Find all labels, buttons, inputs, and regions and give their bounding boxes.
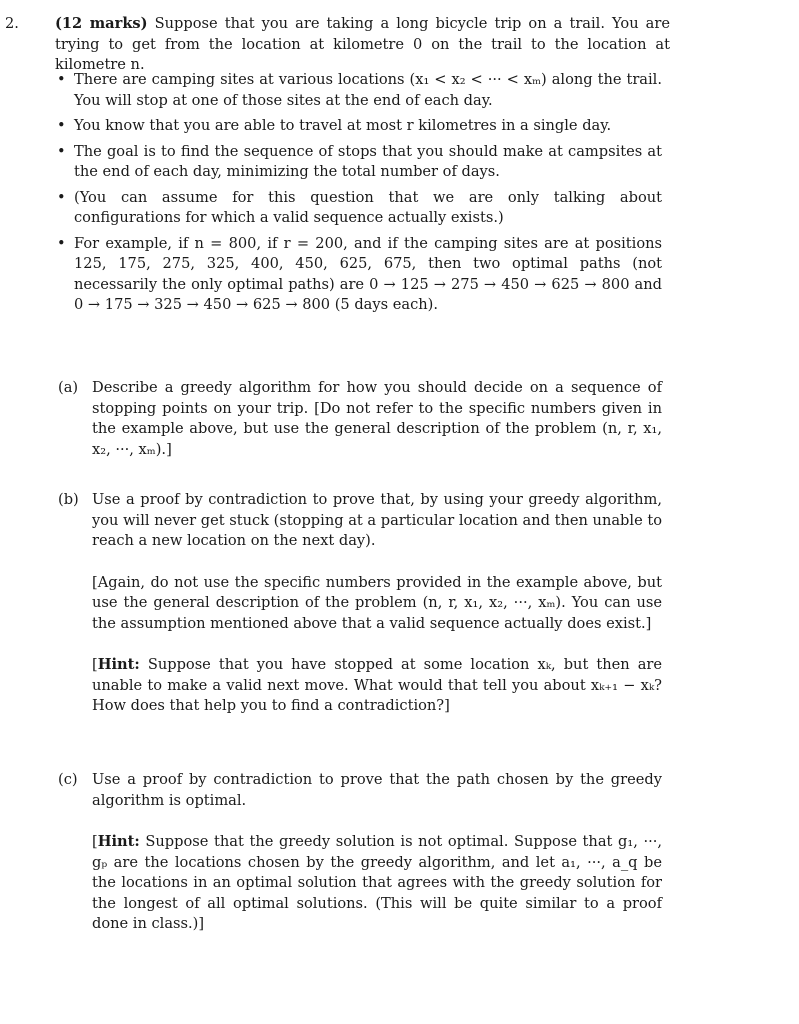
- part-b-label: (b): [58, 491, 79, 508]
- bullet-icon: •: [57, 188, 66, 206]
- bullet-item: [57, 70, 662, 111]
- question-header: [5, 14, 671, 76]
- bullet-item: [57, 188, 662, 229]
- part-b-hint-label: Hint:: [97, 656, 140, 673]
- question-intro-text: Suppose that you are taking a long bicycle trip on a trail. You are trying to get from the location at kilometre 0 on the trail to the location at kilometre n.: [55, 15, 671, 73]
- part-c-hint: [Hint: Suppose that the greedy solution is not optimal. Suppose that g₁, ···, gₚ are the locations chosen by the greedy algorithm, and let a₁, ···, a_q be the locations in an optimal solution that agrees with the greedy solution for the longest of all optimal solutions. (This will be quite similar to a proof done in class.)]: [92, 833, 662, 932]
- part-a: [58, 378, 662, 460]
- bullet-icon: •: [57, 142, 66, 160]
- part-c-hint-text: Suppose that the greedy solution is not optimal. Suppose that g₁, ···, gₚ are the locations chosen by the greedy algorithm, and let a₁, ···, a_q be the locations in an optimal solution that agrees with the greedy solution for the longest of all optimal solutions. (This will be quite similar to a proof done in class.)]: [92, 833, 662, 932]
- bullet-icon: •: [57, 71, 66, 88]
- bullet-text: There are camping sites at various locations (x₁ < x₂ < ··· < xₘ) along the trail. You will stop at one of those sites at the end of each day.: [74, 71, 662, 109]
- part-c-label: (c): [58, 771, 78, 788]
- bullet-text: For example, if n = 800, if r = 200, and if the camping sites are at positions 125, 175, 275, 325, 400, 450, 625, 675, then two optimal paths (not necessarily the only optimal paths) are 0 → 125 → 275 → 450 → 625 → 800 and 0 → 175 → 325 → 450 → 625 → 800 (5 days each).: [74, 234, 662, 313]
- bullet-text: The goal is to find the sequence of stops that you should make at campsites at the end of each day, minimizing the total number of days.: [74, 142, 662, 180]
- question-intro: [5, 14, 671, 76]
- part-a-text: Describe a greedy algorithm for how you should decide on a sequence of stopping points on your trip. [Do not refer to the specific numbers given in the example above, but use the general description of the problem (n, r, x₁, x₂, ···, xₘ).]: [92, 379, 662, 458]
- bullet-text: (You can assume for this question that we are only talking about configurations for which a valid sequence actually exists.): [74, 188, 662, 226]
- bullet-icon: •: [57, 234, 66, 252]
- part-b-hint: [Hint: Suppose that you have stopped at some location xₖ, but then are unable to make a valid next move. What would that tell you about xₖ₊₁ − xₖ? How does that help you to find a contradiction?]: [92, 656, 663, 714]
- question-number: 2.: [5, 15, 19, 32]
- bullet-icon: •: [57, 117, 66, 134]
- bullet-item: [57, 116, 662, 137]
- part-c: [58, 770, 662, 935]
- part-b-note: [Again, do not use the specific numbers provided in the example above, but use the general description of the problem (n, r, x₁, x₂, ···, xₘ). You can use the assumption mentioned above that a valid sequence actually does exist.]: [92, 573, 662, 632]
- question-marks: (12 marks): [55, 15, 148, 32]
- part-c-text: Use a proof by contradiction to prove that the path chosen by the greedy algorithm is optimal.: [92, 771, 662, 809]
- part-a-label: (a): [58, 379, 79, 396]
- part-b-text: Use a proof by contradiction to prove that, by using your greedy algorithm, you will never get stuck (stopping at a particular location and then unable to reach a new location on the next day).: [92, 491, 662, 549]
- bullet-item: [57, 142, 662, 183]
- part-b-hint-text: Suppose that you have stopped at some location xₖ, but then are unable to make a valid next move. What would that tell you about xₖ₊₁ − xₖ? How does that help you to find a contradiction?]: [92, 656, 663, 714]
- bullet-list: [57, 70, 662, 321]
- bullet-item: [57, 234, 662, 316]
- part-b: [58, 490, 662, 717]
- bullet-text: You know that you are able to travel at most r kilometres in a single day.: [74, 117, 612, 134]
- part-c-hint-label: Hint:: [97, 833, 140, 850]
